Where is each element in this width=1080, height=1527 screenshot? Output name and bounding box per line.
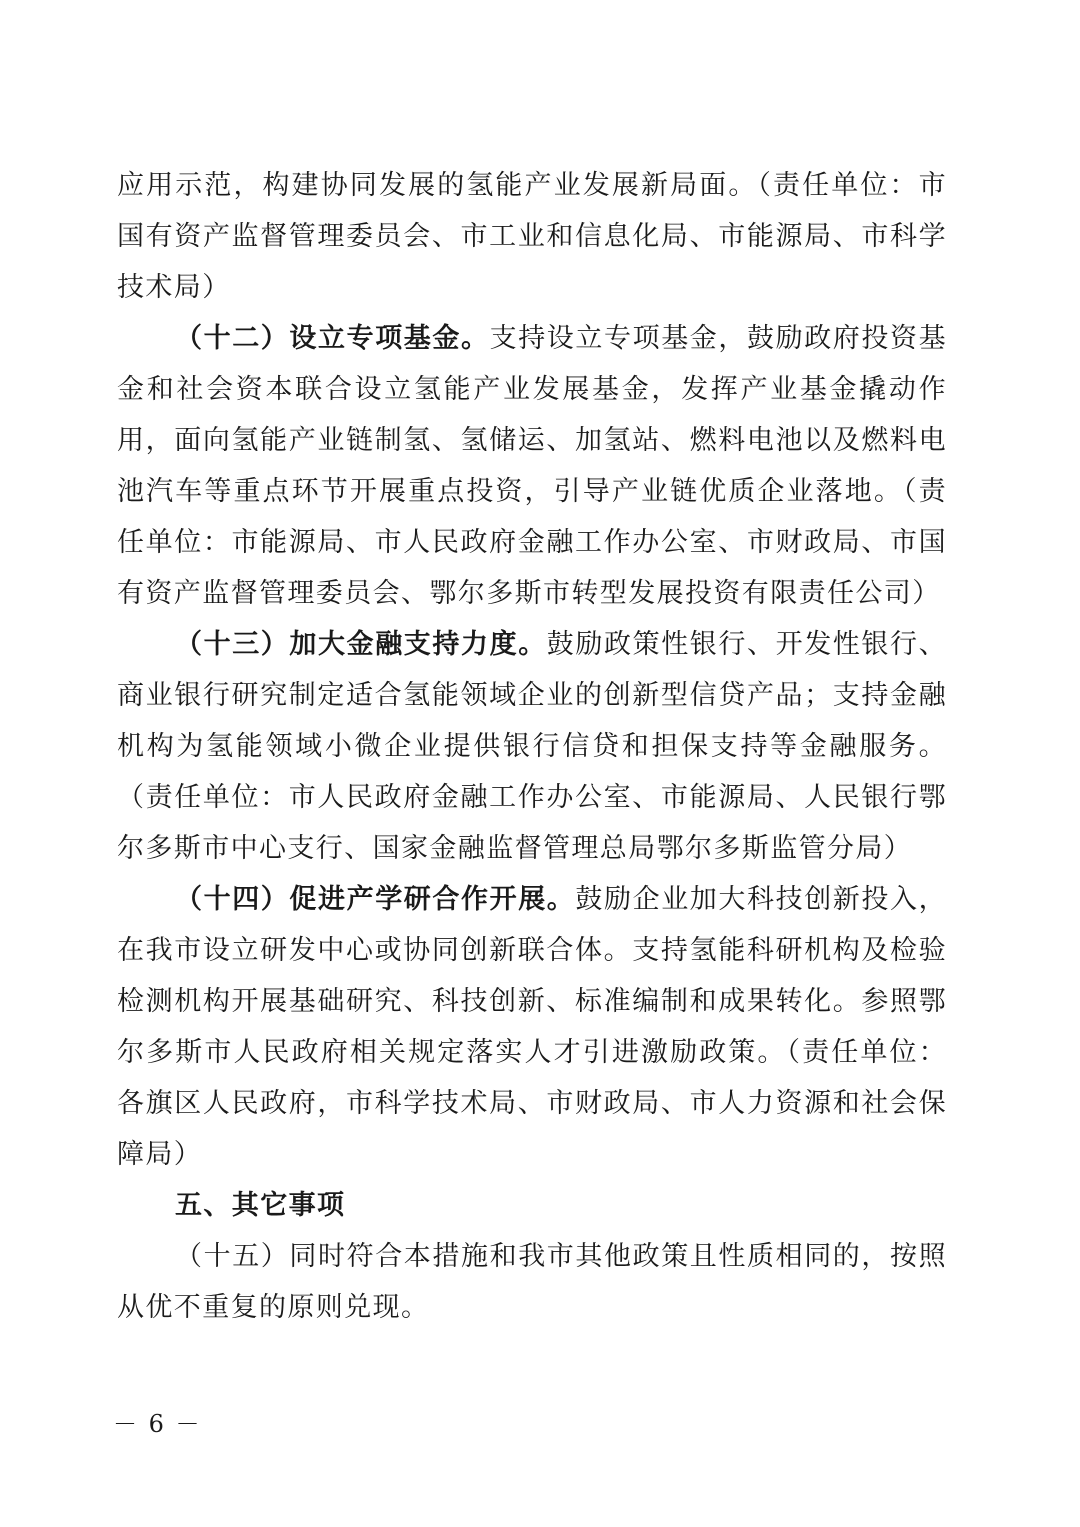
document-body <box>117 160 947 1333</box>
paragraph-lead: （十二）设立专项基金。 <box>175 323 490 354</box>
paragraph-continuation <box>117 160 947 313</box>
paragraph-item-12 <box>117 313 947 619</box>
section-heading: 五、其它事项 <box>175 1190 346 1221</box>
paragraph-item-14 <box>117 874 947 1180</box>
paragraph-text: 鼓励企业加大科技创新投入，在我市设立研发中心或协同创新联合体。支持氢能科研机构及检验检测机构开展基础研究、科技创新、标准编制和成果转化。参照鄂尔多斯市人民政府相关规定落实人才引进激励政策。（责任单位：各旗区人民政府，市科学技术局、市财政局、市人力资源和社会保障局） <box>117 884 947 1170</box>
paragraph-lead: （十三）加大金融支持力度。 <box>175 629 547 660</box>
paragraph-text: 支持设立专项基金，鼓励政府投资基金和社会资本联合设立氢能产业发展基金，发挥产业基金撬动作用，面向氢能产业链制氢、氢储运、加氢站、燃料电池以及燃料电池汽车等重点环节开展重点投资，引导产业链优质企业落地。（责任单位：市能源局、市人民政府金融工作办公室、市财政局、市国有资产监督管理委员会、鄂尔多斯市转型发展投资有限责任公司） <box>117 323 948 609</box>
paragraph-text: （十五）同时符合本措施和我市其他政策且性质相同的，按照从优不重复的原则兑现。 <box>117 1241 947 1323</box>
paragraph-lead: （十四）促进产学研合作开展。 <box>175 884 576 915</box>
paragraph-text: 应用示范，构建协同发展的氢能产业发展新局面。（责任单位：市国有资产监督管理委员会、市工业和信息化局、市能源局、市科学技术局） <box>117 170 947 303</box>
paragraph-item-13 <box>117 619 947 874</box>
paragraph-item-15 <box>117 1231 947 1333</box>
page-number: － 6 － <box>113 1410 202 1438</box>
paragraph-text: 鼓励政策性银行、开发性银行、商业银行研究制定适合氢能领域企业的创新型信贷产品；支持金融机构为氢能领域小微企业提供银行信贷和担保支持等金融服务。（责任单位：市人民政府金融工作办公室、市能源局、人民银行鄂尔多斯市中心支行、国家金融监督管理总局鄂尔多斯监管分局） <box>117 629 947 864</box>
